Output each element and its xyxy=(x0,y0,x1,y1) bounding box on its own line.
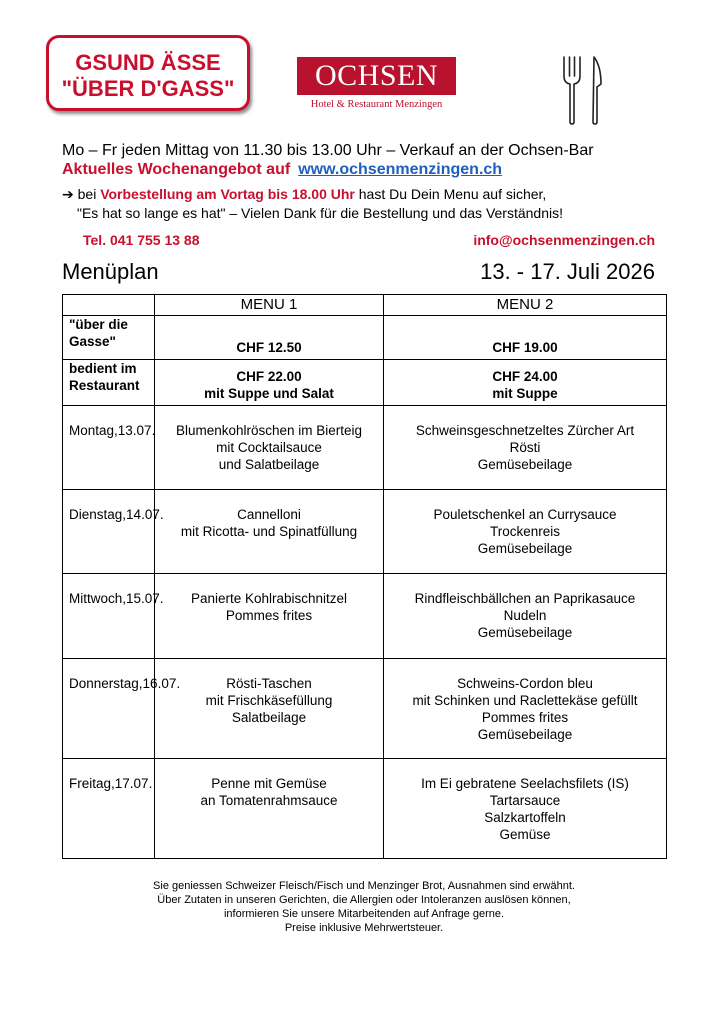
cell-line: Salatbeilage xyxy=(231,710,307,725)
cell-line: Pommes frites xyxy=(225,608,313,623)
cell-line: bedient im xyxy=(69,361,137,376)
header-menu-2: MENU 2 xyxy=(384,295,667,316)
price-menu-1 xyxy=(155,316,384,360)
ochsen-logo: OCHSEN xyxy=(297,57,456,95)
cell-line: mit Schinken und Raclettekäse gefüllt xyxy=(412,693,638,708)
cell-line: Freitag, xyxy=(69,776,115,791)
cell-line: Tartarsauce xyxy=(489,793,561,808)
preorder-line xyxy=(62,186,546,203)
cell-line: Restaurant xyxy=(69,378,140,393)
weekly-offer-label: Aktuelles Wochenangebot auf xyxy=(62,161,291,178)
header-empty xyxy=(63,295,155,316)
cell-line: mit Cocktailsauce xyxy=(216,440,322,455)
thanks-line: "Es hat so lange es hat" – Vielen Dank für die Bestellung und das Verständnis! xyxy=(77,205,563,221)
cell-line: 17.07. xyxy=(114,776,153,791)
week-dates: 13. - 17. Juli 2026 xyxy=(480,259,655,284)
preorder-suffix: hast Du Dein Menu auf sicher, xyxy=(358,186,547,202)
cell-line: CHF 19.00 xyxy=(492,340,558,355)
badge-line-2: "ÜBER D'GASS" xyxy=(61,76,235,101)
footer-notes xyxy=(62,879,666,935)
dish-menu-1 xyxy=(155,759,384,859)
price-menu-2 xyxy=(384,316,667,360)
day-label xyxy=(63,490,164,574)
cell-line: Pommes frites xyxy=(481,710,569,725)
dish-menu-1 xyxy=(155,574,384,659)
cell-line: 16.07. xyxy=(142,676,181,691)
email-link[interactable]: info@ochsenmenzingen.ch xyxy=(473,232,655,248)
cell-line: CHF 12.50 xyxy=(236,340,302,355)
day-row xyxy=(63,659,667,759)
header-menu-1: MENU 1 xyxy=(155,295,384,316)
dish-menu-2 xyxy=(384,574,667,659)
price-row xyxy=(63,360,667,406)
cell-line: Pouletschenkel an Currysauce xyxy=(433,507,617,522)
dish-menu-2 xyxy=(384,659,667,759)
dish-menu-2 xyxy=(384,490,667,574)
cell-line: CHF 22.00 xyxy=(236,369,302,384)
preorder-prefix: bei xyxy=(77,186,97,202)
footer-line-4: Preise inklusive Mehrwertsteuer. xyxy=(284,922,444,934)
dish-menu-2 xyxy=(384,406,667,490)
cell-line: Rindfleischbällchen an Paprikasauce xyxy=(414,591,636,606)
dish-menu-2 xyxy=(384,759,667,859)
cell-line: CHF 24.00 xyxy=(492,369,558,384)
footer-line-3: informieren Sie unsere Mitarbeitenden auf Anfrage gerne. xyxy=(223,908,505,920)
menu-table xyxy=(62,294,667,859)
cell-line: und Salatbeilage xyxy=(218,457,320,472)
website-link[interactable]: www.ochsenmenzingen.ch xyxy=(298,161,503,178)
day-label xyxy=(63,406,155,490)
cell-line: Schweins-Cordon bleu xyxy=(457,676,593,691)
cell-line: Rösti-Taschen xyxy=(226,676,312,691)
footer-line-2: Über Zutaten in unseren Gerichten, die Allergien oder Intoleranzen auslösen können, xyxy=(157,894,571,906)
dish-menu-1 xyxy=(155,490,384,574)
fork-knife-icon xyxy=(560,54,605,126)
ochsen-logo-subtitle: Hotel & Restaurant Menzingen xyxy=(310,99,443,110)
cell-line: 14.07. xyxy=(126,507,164,522)
cell-line: Trockenreis xyxy=(489,524,561,539)
cell-line: Gemüse xyxy=(499,827,551,842)
day-label xyxy=(63,659,181,759)
opening-hours: Mo – Fr jeden Mittag von 11.30 bis 13.00 Uhr – Verkauf an der Ochsen-Bar xyxy=(62,142,594,159)
price-row-label xyxy=(63,316,155,360)
day-row xyxy=(63,759,667,859)
cell-line: Salzkartoffeln xyxy=(484,810,566,825)
menu-header-row xyxy=(63,295,667,316)
cell-line: 15.07. xyxy=(126,591,164,606)
cell-line: Gemüsebeilage xyxy=(477,541,573,556)
dish-menu-1 xyxy=(155,406,384,490)
cell-line: Im Ei gebratene Seelachsfilets (IS) xyxy=(421,776,629,791)
cell-line: mit Ricotta- und Spinatfüllung xyxy=(180,524,358,539)
page-title: Menüplan xyxy=(62,259,159,284)
cell-line: an Tomatenrahmsauce xyxy=(200,793,338,808)
cell-line: Penne mit Gemüse xyxy=(211,776,327,791)
cell-line: mit Suppe xyxy=(492,386,558,401)
cell-line: 13.07. xyxy=(117,423,156,438)
cell-line: Donnerstag, xyxy=(69,676,143,691)
gsund-aesse-badge xyxy=(46,35,250,111)
cell-line: Mittwoch, xyxy=(69,591,127,606)
cell-line: mit Frischkäsefüllung xyxy=(205,693,333,708)
cell-line: Panierte Kohlrabischnitzel xyxy=(190,591,348,606)
cell-line: Gasse" xyxy=(69,334,116,349)
footer-line-1: Sie geniessen Schweizer Fleisch/Fisch und Menzinger Brot, Ausnahmen sind erwähnt. xyxy=(153,880,575,892)
price-menu-2 xyxy=(384,360,667,406)
arrow-right-icon: ➔ xyxy=(62,186,74,202)
cell-line: Montag, xyxy=(69,423,118,438)
cell-line: mit Suppe und Salat xyxy=(204,386,334,401)
cell-line: Cannelloni xyxy=(237,507,301,522)
phone-number[interactable]: Tel. 041 755 13 88 xyxy=(83,232,200,248)
cell-line: Rösti xyxy=(509,440,541,455)
cell-line: Gemüsebeilage xyxy=(477,457,573,472)
day-row xyxy=(63,406,667,490)
day-row xyxy=(63,574,667,659)
price-menu-1 xyxy=(155,360,384,406)
cell-line: Dienstag, xyxy=(69,507,127,522)
preorder-highlight: Vorbestellung am Vortag bis 18.00 Uhr xyxy=(100,186,355,202)
cell-line: Schweinsgeschnetzeltes Zürcher Art xyxy=(415,423,635,438)
price-row xyxy=(63,316,667,360)
badge-line-1: GSUND ÄSSE xyxy=(75,50,221,75)
cell-line: Gemüsebeilage xyxy=(477,727,573,742)
cell-line: Gemüsebeilage xyxy=(477,625,573,640)
dish-menu-1 xyxy=(155,659,384,759)
day-label xyxy=(63,574,164,659)
cell-line: "über die xyxy=(69,317,128,332)
day-label xyxy=(63,759,155,859)
cell-line: Blumenkohlröschen im Bierteig xyxy=(175,423,363,438)
cell-line: Nudeln xyxy=(503,608,547,623)
day-row xyxy=(63,490,667,574)
price-row-label xyxy=(63,360,155,406)
weekly-offer-line xyxy=(62,161,502,179)
